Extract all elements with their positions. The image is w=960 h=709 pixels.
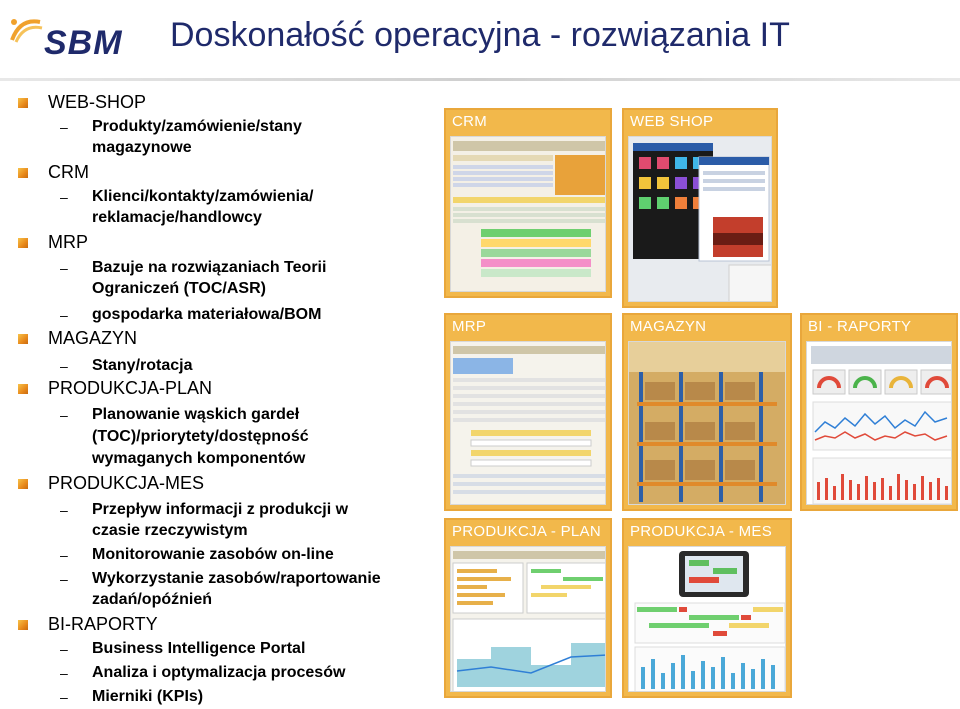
logo-text: SBM (44, 24, 123, 62)
bi-dashboard-graphic (807, 342, 952, 505)
section-title-crm: CRM (48, 162, 89, 182)
list-item: Analiza i optymalizacja procesów (92, 664, 346, 681)
list-item: magazynowe (92, 139, 192, 156)
list-item: Produkty/zamówienie/stany (92, 118, 302, 135)
panel-label-crm: CRM (452, 113, 488, 130)
section-title-produkcja-plan: PRODUKCJA-PLAN (48, 378, 213, 398)
dash-icon: – (60, 358, 68, 374)
panel-label-mrp: MRP (452, 318, 487, 335)
section-title-webshop: WEB-SHOP (48, 92, 147, 112)
list-item: Stany/rotacja (92, 357, 193, 374)
warehouse-image-icon (629, 342, 786, 505)
header-divider (0, 78, 960, 81)
panel-label-mes: PRODUKCJA - MES (630, 523, 773, 540)
bullet-icon (18, 168, 28, 178)
list-item: Przepływ informacji z produkcji w (92, 501, 349, 518)
plan-screen-graphic (451, 547, 606, 692)
section-title-produkcja-mes: PRODUKCJA-MES (48, 473, 205, 493)
dash-icon: – (60, 307, 68, 323)
crm-screenshot (450, 136, 606, 292)
panel-webshop (622, 108, 778, 308)
page-title: Doskonałość operacyjna - rozwiązania IT (170, 16, 790, 54)
crm-screen-graphic (451, 137, 606, 292)
dash-icon: – (60, 260, 68, 276)
bullet-icon (18, 479, 28, 489)
panel-crm (444, 108, 612, 298)
dash-icon: – (60, 407, 68, 423)
dash-icon: – (60, 189, 68, 205)
dash-icon: – (60, 689, 68, 705)
webshop-screen-graphic (629, 137, 772, 302)
panel-produkcja-plan (444, 518, 612, 698)
panel-mrp (444, 313, 612, 511)
bi-screenshot (806, 341, 952, 505)
magazyn-photo (628, 341, 786, 505)
list-item: Bazuje na rozwiązaniach Teorii (92, 259, 327, 276)
panel-label-plan: PRODUKCJA - PLAN (452, 523, 601, 540)
mes-screenshot (628, 546, 786, 692)
section-title-bi-raporty: BI-RAPORTY (48, 614, 158, 634)
bullet-icon (18, 98, 28, 108)
dash-icon: – (60, 641, 68, 657)
panel-label-webshop: WEB SHOP (630, 113, 714, 130)
list-item: Business Intelligence Portal (92, 640, 306, 657)
list-item: Ograniczeń (TOC/ASR) (92, 280, 266, 297)
sbm-logo-swoosh-icon (6, 12, 46, 52)
mes-tablet-graphic (629, 547, 786, 692)
panel-bi-raporty (800, 313, 958, 511)
section-title-magazyn: MAGAZYN (48, 328, 138, 348)
bullet-icon (18, 238, 28, 248)
dash-icon: – (60, 571, 68, 587)
list-item: Mierniki (KPIs) (92, 688, 204, 705)
list-item: Monitorowanie zasobów on-line (92, 546, 334, 563)
list-item: zadań/opóźnień (92, 591, 212, 608)
list-item: reklamacje/handlowcy (92, 209, 262, 226)
dash-icon: – (60, 547, 68, 563)
mrp-screen-graphic (451, 342, 606, 505)
list-item: Planowanie wąskich gardeł (92, 406, 300, 423)
dash-icon: – (60, 502, 68, 518)
panel-label-magazyn: MAGAZYN (630, 318, 707, 335)
mrp-screenshot (450, 341, 606, 505)
bullet-icon (18, 384, 28, 394)
dash-icon: – (60, 665, 68, 681)
list-item: czasie rzeczywistym (92, 522, 248, 539)
section-title-mrp: MRP (48, 232, 88, 252)
plan-screenshot (450, 546, 606, 692)
bullet-icon (18, 334, 28, 344)
dash-icon: – (60, 119, 68, 135)
list-item: Wykorzystanie zasobów/raportowanie (92, 570, 381, 587)
list-item: wymaganych komponentów (92, 450, 306, 467)
list-item: (TOC)/priorytety/dostępność (92, 428, 309, 445)
list-item: gospodarka materiałowa/BOM (92, 306, 322, 323)
panel-label-bi: BI - RAPORTY (808, 318, 912, 335)
list-item: Klienci/kontakty/zamówienia/ (92, 188, 314, 205)
panel-magazyn (622, 313, 792, 511)
sbm-logo (6, 6, 156, 66)
webshop-screenshot (628, 136, 772, 302)
bullet-icon (18, 620, 28, 630)
panel-produkcja-mes (622, 518, 792, 698)
